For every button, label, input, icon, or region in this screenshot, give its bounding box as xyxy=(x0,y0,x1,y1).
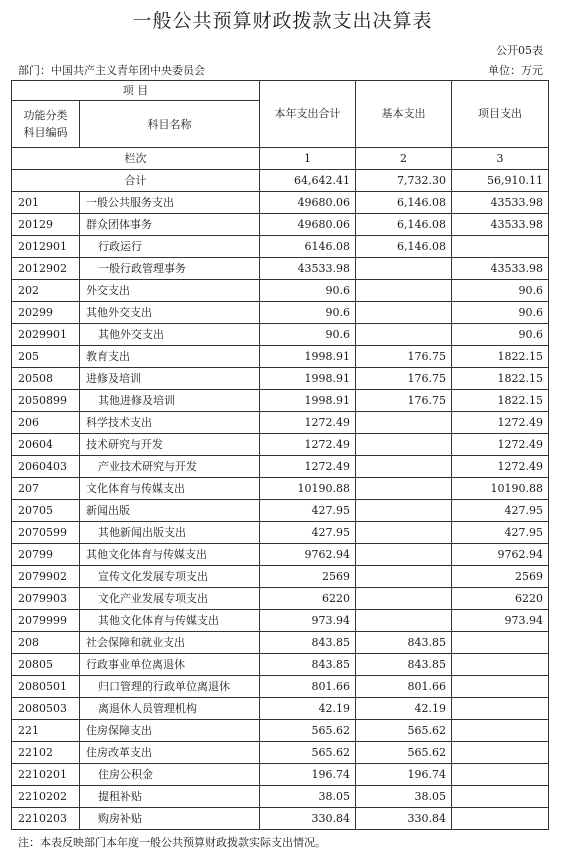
form-number: 公开05表 xyxy=(496,44,543,57)
row-basic: 176.75 xyxy=(356,346,452,368)
row-basic xyxy=(356,500,452,522)
table-body xyxy=(12,192,549,830)
row-total: 565.62 xyxy=(260,720,356,742)
row-total: 1998.91 xyxy=(260,346,356,368)
row-code: 2060403 xyxy=(12,456,80,478)
table-row xyxy=(12,478,549,500)
row-project: 2569 xyxy=(452,566,549,588)
row-project xyxy=(452,764,549,786)
row-subject-name: 其他文化体育与传媒支出 xyxy=(80,610,260,632)
row-subject-name: 其他外交支出 xyxy=(80,302,260,324)
row-total: 843.85 xyxy=(260,632,356,654)
row-project xyxy=(452,808,549,830)
row-code: 2079902 xyxy=(12,566,80,588)
row-project: 1272.49 xyxy=(452,412,549,434)
row-total: 843.85 xyxy=(260,654,356,676)
table-row xyxy=(12,698,549,720)
row-subject-name: 社会保障和就业支出 xyxy=(80,632,260,654)
row-code: 20805 xyxy=(12,654,80,676)
total-basic: 7,732.30 xyxy=(356,170,452,192)
row-subject-name: 归口管理的行政单位离退休 xyxy=(80,676,260,698)
header-row-item xyxy=(12,81,549,101)
row-total: 90.6 xyxy=(260,302,356,324)
row-subject-name: 住房公积金 xyxy=(80,764,260,786)
row-code: 2079999 xyxy=(12,610,80,632)
row-basic: 176.75 xyxy=(356,390,452,412)
row-code: 206 xyxy=(12,412,80,434)
row-code: 20604 xyxy=(12,434,80,456)
row-basic xyxy=(356,412,452,434)
total-project: 56,910.11 xyxy=(452,170,549,192)
row-total: 49680.06 xyxy=(260,214,356,236)
row-total: 90.6 xyxy=(260,280,356,302)
row-subject-name: 行政运行 xyxy=(80,236,260,258)
row-basic: 42.19 xyxy=(356,698,452,720)
row-basic xyxy=(356,302,452,324)
row-code: 205 xyxy=(12,346,80,368)
row-subject-name: 宣传文化发展专项支出 xyxy=(80,566,260,588)
table-row xyxy=(12,280,549,302)
table-row xyxy=(12,610,549,632)
row-code: 22102 xyxy=(12,742,80,764)
row-basic xyxy=(356,566,452,588)
row-subject-name: 一般公共服务支出 xyxy=(80,192,260,214)
row-total: 801.66 xyxy=(260,676,356,698)
row-basic xyxy=(356,588,452,610)
row-basic xyxy=(356,456,452,478)
header-seq-label: 栏次 xyxy=(12,148,260,170)
row-project: 1822.15 xyxy=(452,346,549,368)
row-basic: 6,146.08 xyxy=(356,192,452,214)
table-row xyxy=(12,412,549,434)
row-code: 20508 xyxy=(12,368,80,390)
row-project: 9762.94 xyxy=(452,544,549,566)
row-basic xyxy=(356,610,452,632)
header-seq-1: 1 xyxy=(260,148,356,170)
row-basic xyxy=(356,434,452,456)
table-row xyxy=(12,192,549,214)
row-total: 90.6 xyxy=(260,324,356,346)
row-code: 2080503 xyxy=(12,698,80,720)
row-basic xyxy=(356,522,452,544)
total-label: 合计 xyxy=(12,170,260,192)
row-basic: 6,146.08 xyxy=(356,214,452,236)
row-project xyxy=(452,654,549,676)
row-basic: 843.85 xyxy=(356,654,452,676)
row-basic xyxy=(356,280,452,302)
row-subject-name: 其他新闻出版支出 xyxy=(80,522,260,544)
row-subject-name: 一般行政管理事务 xyxy=(80,258,260,280)
table-row xyxy=(12,544,549,566)
row-subject-name: 教育支出 xyxy=(80,346,260,368)
row-basic: 843.85 xyxy=(356,632,452,654)
row-subject-name: 进修及培训 xyxy=(80,368,260,390)
row-code: 2012901 xyxy=(12,236,80,258)
row-basic: 196.74 xyxy=(356,764,452,786)
row-subject-name: 行政事业单位离退休 xyxy=(80,654,260,676)
row-code: 20705 xyxy=(12,500,80,522)
row-total: 330.84 xyxy=(260,808,356,830)
table-row xyxy=(12,786,549,808)
row-code: 20299 xyxy=(12,302,80,324)
table-row xyxy=(12,588,549,610)
row-total: 2569 xyxy=(260,566,356,588)
row-total: 565.62 xyxy=(260,742,356,764)
header-seq-3: 3 xyxy=(452,148,549,170)
row-total: 6220 xyxy=(260,588,356,610)
row-total: 973.94 xyxy=(260,610,356,632)
row-code: 2079903 xyxy=(12,588,80,610)
row-code: 208 xyxy=(12,632,80,654)
row-total: 427.95 xyxy=(260,500,356,522)
footnote: 注：本表反映部门本年度一般公共预算财政拨款实际支出情况。 xyxy=(18,836,326,849)
row-project: 427.95 xyxy=(452,500,549,522)
row-project: 43533.98 xyxy=(452,214,549,236)
row-project: 1822.15 xyxy=(452,390,549,412)
row-total: 1272.49 xyxy=(260,412,356,434)
row-basic xyxy=(356,258,452,280)
table-row xyxy=(12,456,549,478)
row-basic: 565.62 xyxy=(356,742,452,764)
row-project: 43533.98 xyxy=(452,258,549,280)
row-code: 2012902 xyxy=(12,258,80,280)
row-subject-name: 文化体育与传媒支出 xyxy=(80,478,260,500)
header-project: 项目支出 xyxy=(452,81,549,148)
table-row xyxy=(12,302,549,324)
header-func-code xyxy=(12,101,80,148)
row-code: 2210202 xyxy=(12,786,80,808)
row-total: 1998.91 xyxy=(260,390,356,412)
row-basic: 6,146.08 xyxy=(356,236,452,258)
row-code: 202 xyxy=(12,280,80,302)
row-basic xyxy=(356,544,452,566)
row-basic: 38.05 xyxy=(356,786,452,808)
row-project xyxy=(452,236,549,258)
table-row xyxy=(12,500,549,522)
table-row xyxy=(12,258,549,280)
row-subject-name: 其他文化体育与传媒支出 xyxy=(80,544,260,566)
table-row xyxy=(12,434,549,456)
page-title: 一般公共预算财政拨款支出决算表 xyxy=(132,10,433,32)
row-basic: 330.84 xyxy=(356,808,452,830)
table-row xyxy=(12,390,549,412)
table-row xyxy=(12,522,549,544)
header-seq-2: 2 xyxy=(356,148,452,170)
table-row xyxy=(12,346,549,368)
row-subject-name: 住房改革支出 xyxy=(80,742,260,764)
row-subject-name: 外交支出 xyxy=(80,280,260,302)
header-total: 本年支出合计 xyxy=(260,81,356,148)
row-code: 20799 xyxy=(12,544,80,566)
row-total: 49680.06 xyxy=(260,192,356,214)
header-item: 项 目 xyxy=(12,81,260,101)
row-project xyxy=(452,698,549,720)
row-total: 196.74 xyxy=(260,764,356,786)
row-total: 1998.91 xyxy=(260,368,356,390)
table-row xyxy=(12,720,549,742)
row-total: 10190.88 xyxy=(260,478,356,500)
row-project: 43533.98 xyxy=(452,192,549,214)
row-project: 6220 xyxy=(452,588,549,610)
row-subject-name: 住房保障支出 xyxy=(80,720,260,742)
row-basic xyxy=(356,324,452,346)
row-subject-name: 其他进修及培训 xyxy=(80,390,260,412)
row-basic: 565.62 xyxy=(356,720,452,742)
row-subject-name: 文化产业发展专项支出 xyxy=(80,588,260,610)
row-total: 38.05 xyxy=(260,786,356,808)
table-row xyxy=(12,214,549,236)
row-subject-name: 离退休人员管理机构 xyxy=(80,698,260,720)
row-project xyxy=(452,632,549,654)
row-total: 6146.08 xyxy=(260,236,356,258)
row-basic xyxy=(356,478,452,500)
row-subject-name: 产业技术研究与开发 xyxy=(80,456,260,478)
row-project: 973.94 xyxy=(452,610,549,632)
row-basic: 176.75 xyxy=(356,368,452,390)
table-row xyxy=(12,368,549,390)
row-total: 427.95 xyxy=(260,522,356,544)
header-func-code-line1: 功能分类 xyxy=(23,109,68,122)
row-project: 90.6 xyxy=(452,280,549,302)
table-row xyxy=(12,808,549,830)
row-total: 1272.49 xyxy=(260,456,356,478)
row-code: 207 xyxy=(12,478,80,500)
row-code: 221 xyxy=(12,720,80,742)
unit-label: 单位：万元 xyxy=(488,64,543,77)
header-subject-name: 科目名称 xyxy=(80,101,260,148)
row-code: 2080501 xyxy=(12,676,80,698)
row-code: 2029901 xyxy=(12,324,80,346)
table-row xyxy=(12,742,549,764)
department-label: 部门：中国共产主义青年团中央委员会 xyxy=(18,64,205,77)
row-total: 42.19 xyxy=(260,698,356,720)
row-project: 90.6 xyxy=(452,324,549,346)
row-subject-name: 技术研究与开发 xyxy=(80,434,260,456)
row-subject-name: 科学技术支出 xyxy=(80,412,260,434)
row-project: 1272.49 xyxy=(452,434,549,456)
header-basic: 基本支出 xyxy=(356,81,452,148)
row-code: 201 xyxy=(12,192,80,214)
total-row xyxy=(12,170,549,192)
row-project xyxy=(452,676,549,698)
total-total: 64,642.41 xyxy=(260,170,356,192)
row-code: 2050899 xyxy=(12,390,80,412)
table-row xyxy=(12,236,549,258)
row-project xyxy=(452,742,549,764)
row-project: 1822.15 xyxy=(452,368,549,390)
row-subject-name: 提租补贴 xyxy=(80,786,260,808)
row-subject-name: 其他外交支出 xyxy=(80,324,260,346)
header-row-seq xyxy=(12,148,549,170)
row-code: 2210203 xyxy=(12,808,80,830)
row-total: 1272.49 xyxy=(260,434,356,456)
table-row xyxy=(12,676,549,698)
row-total: 43533.98 xyxy=(260,258,356,280)
row-code: 20129 xyxy=(12,214,80,236)
row-code: 2210201 xyxy=(12,764,80,786)
row-subject-name: 新闻出版 xyxy=(80,500,260,522)
expenditure-table xyxy=(11,80,549,830)
row-project: 10190.88 xyxy=(452,478,549,500)
row-subject-name: 群众团体事务 xyxy=(80,214,260,236)
table-row xyxy=(12,654,549,676)
table-row xyxy=(12,764,549,786)
header-func-code-line2: 科目编码 xyxy=(23,126,68,139)
row-subject-name: 购房补贴 xyxy=(80,808,260,830)
table-row xyxy=(12,324,549,346)
row-total: 9762.94 xyxy=(260,544,356,566)
table-row xyxy=(12,566,549,588)
row-project: 427.95 xyxy=(452,522,549,544)
row-code: 2070599 xyxy=(12,522,80,544)
table-row xyxy=(12,632,549,654)
row-project: 90.6 xyxy=(452,302,549,324)
row-project: 1272.49 xyxy=(452,456,549,478)
row-project xyxy=(452,786,549,808)
row-project xyxy=(452,720,549,742)
row-basic: 801.66 xyxy=(356,676,452,698)
